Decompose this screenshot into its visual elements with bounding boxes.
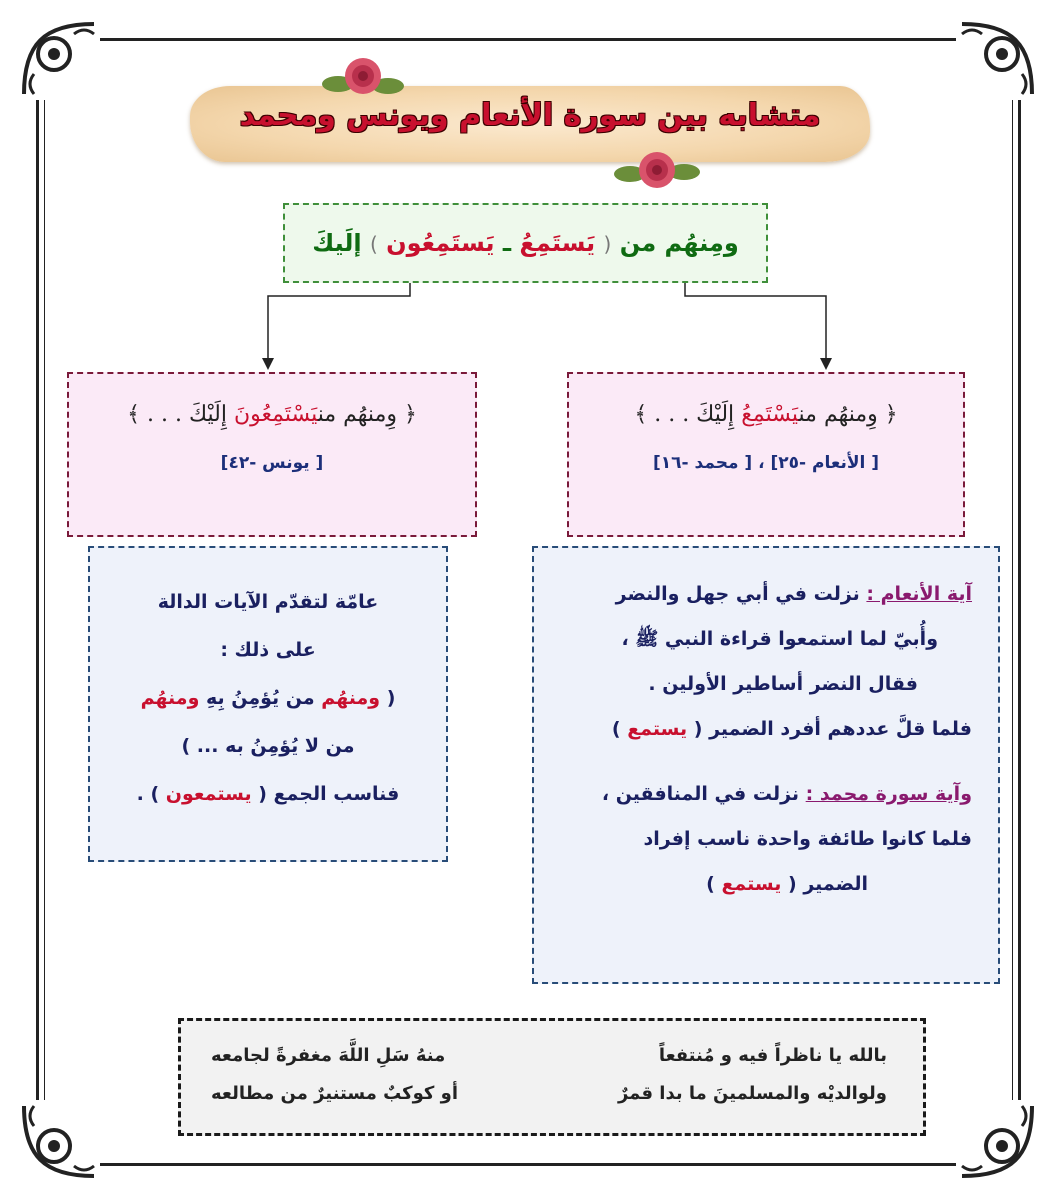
verse-reference: [ الأنعام -٢٥] ، [ محمد -١٦] <box>652 453 880 473</box>
note-line: عامّة لتقدّم الآيات الدالة <box>157 591 379 613</box>
note-line: فقال النضر أساطير الأولين . <box>648 673 918 695</box>
verse-before: وِمنهُم من <box>798 402 878 427</box>
poem-line-right-2: ولوالديْه والمسلمينَ ما بدا قمرٌ <box>617 1083 887 1104</box>
verse-box-yunus <box>67 372 477 537</box>
note-paren: ( <box>386 687 396 709</box>
verse-before: وِمنهُم من <box>317 402 397 427</box>
verse-highlight: يَسْتَمِعُ <box>741 402 799 427</box>
note-text: نزلت في أبي جهل والنضر <box>615 583 860 605</box>
note-box-plural <box>88 546 448 862</box>
note-line <box>554 862 972 907</box>
note-line: على ذلك : <box>220 639 316 661</box>
verse-box-anam-muhammad <box>567 372 965 537</box>
verse-bracket-close: ﴾ <box>634 402 648 427</box>
phrase-close-paren: ) <box>369 232 378 256</box>
verse-after: إِلَيْكَ . . . <box>147 402 227 427</box>
arrowhead-left-icon <box>262 358 274 370</box>
phrase-word-singular: يَستَمِعُ <box>519 229 596 257</box>
poem-line-left-1: منهُ سَلِ اللَّهَ مغفرةً لجامعه <box>211 1045 446 1066</box>
note-text: ) <box>611 718 621 740</box>
note-highlight: يستمع <box>721 873 782 895</box>
phrase-prefix: ومِنهُم من <box>619 229 739 257</box>
verse-reference: [ يونس -٤٢] <box>220 453 324 473</box>
verse-bracket-close: ﴾ <box>127 402 140 427</box>
note-line <box>90 674 446 722</box>
note-highlight: يستمع <box>627 718 688 740</box>
verse-after: إِلَيْكَ . . . <box>654 402 735 427</box>
phrase-suffix: إلَيكَ <box>312 229 362 257</box>
note-text: نزلت في المنافقين ، <box>601 783 800 805</box>
note-line <box>554 707 972 752</box>
note-text: فلما قلَّ عددهم أفرد الضمير ( <box>693 718 972 740</box>
note-highlight: ومنهُم <box>321 687 381 709</box>
verse-highlight: يَسْتَمِعُونَ <box>233 402 318 427</box>
note-line <box>554 772 972 817</box>
note-text: فناسب الجمع ( <box>258 783 400 805</box>
note-text: الضمير ( <box>788 873 868 895</box>
verse-bracket-open: ﴿ <box>403 402 417 427</box>
poem-line-right-1: بالله يا ناظراً فيه و مُنتفعاً <box>658 1045 887 1066</box>
connector-right-arrow <box>685 283 826 362</box>
verse-bracket-open: ﴿ <box>884 402 898 427</box>
note-text: ) . <box>136 783 160 805</box>
phrase-separator: ـ <box>502 229 512 257</box>
note-label: آية الأنعام : <box>866 583 972 605</box>
note-label: وآية سورة محمد : <box>805 783 972 805</box>
arrowhead-right-icon <box>820 358 832 370</box>
note-text: ) <box>706 873 715 895</box>
phrase-word-plural: يَستَمِعُون <box>386 229 495 257</box>
note-line: من لا يُؤمِنُ به ... ) <box>181 735 355 757</box>
phrase-open-paren: ( <box>603 232 612 256</box>
note-highlight: يستمعون <box>165 783 252 805</box>
poem-line-left-2: أو كوكبٌ مستنيرٌ من مطالعه <box>211 1083 459 1104</box>
page-title: متشابه بين سورة الأنعام ويونس ومحمد <box>239 98 821 133</box>
note-highlight: ومنهُم <box>140 687 200 709</box>
note-line <box>554 572 972 617</box>
note-box-singular <box>532 546 1000 984</box>
note-line: وأُبيّ لما استمعوا قراءة النبي ﷺ ، <box>621 628 938 650</box>
verse-text <box>569 402 963 427</box>
note-line <box>90 770 446 818</box>
note-text: من يُؤمِنُ بِهِ <box>206 687 315 709</box>
note-line: فلما كانوا طائفة واحدة ناسب إفراد <box>643 828 972 850</box>
connector-left-arrow <box>268 283 410 362</box>
dedication-poem-box <box>178 1018 926 1136</box>
verse-text <box>69 402 475 427</box>
